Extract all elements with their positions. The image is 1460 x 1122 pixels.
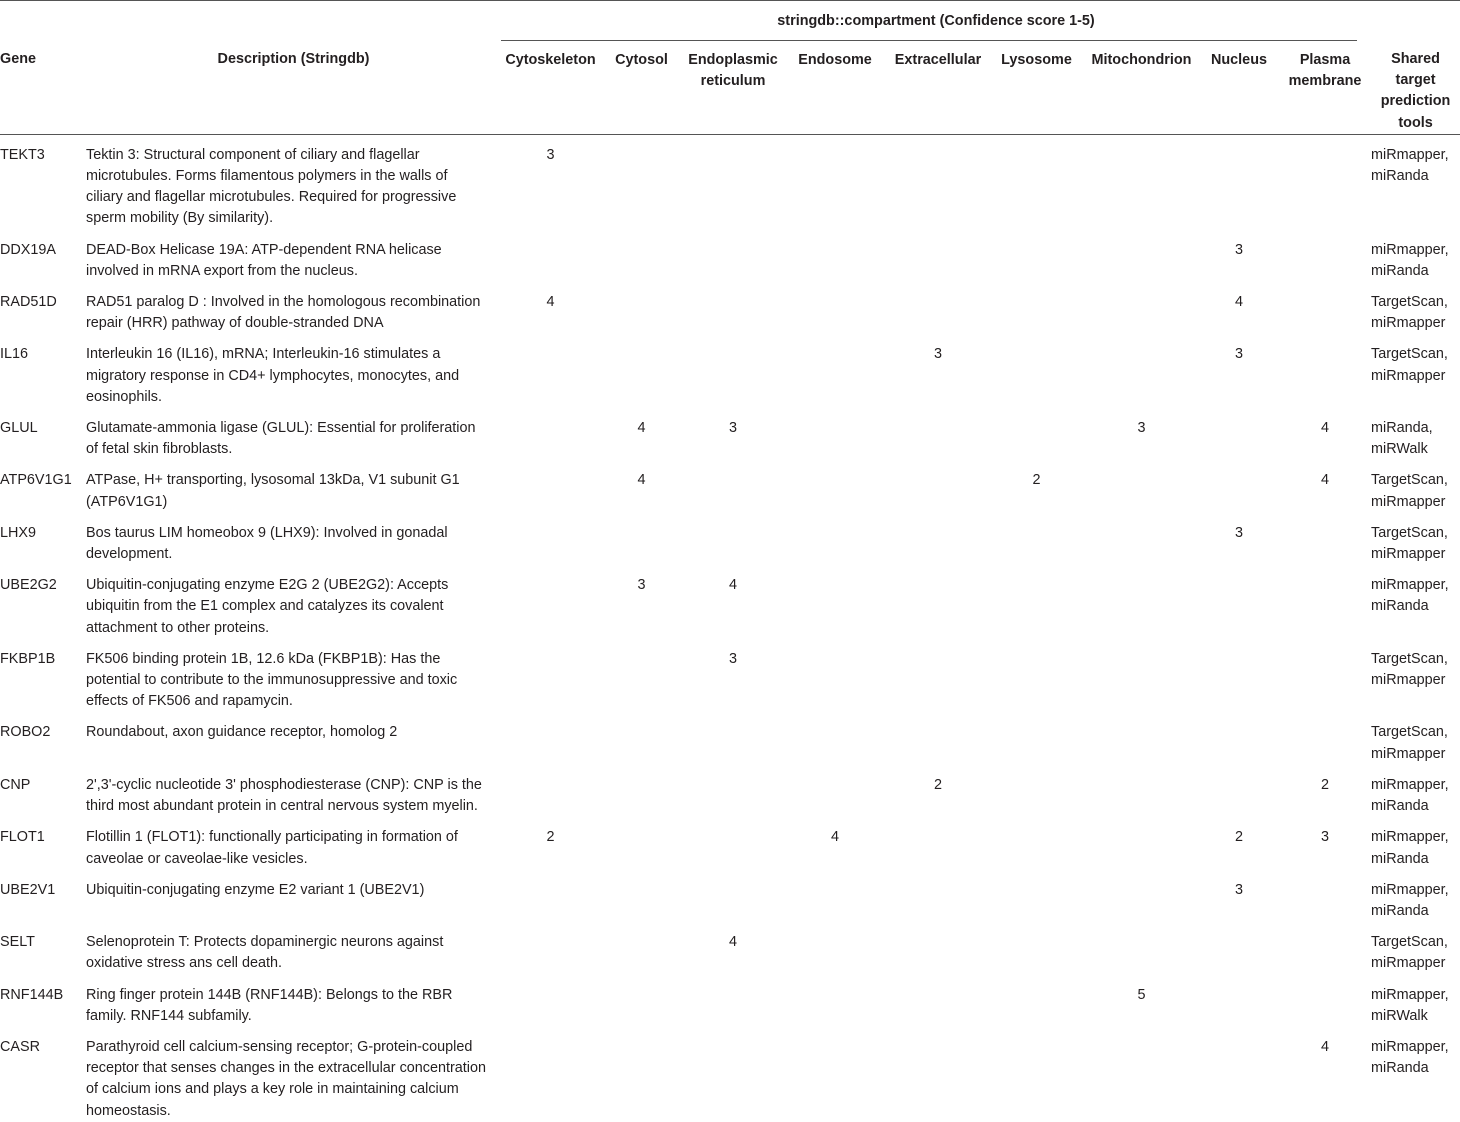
description-cell: Flotillin 1 (FLOT1): functionally participating in formation of caveolae or caveolae-like vesicles. [86,829,458,867]
score-cell [683,975,783,1027]
tools-header: Shared target prediction tools [1371,1,1460,135]
description-header: Description (Stringdb) [86,1,501,135]
gene-cell: FKBP1B [0,650,56,667]
score-cell [783,712,887,764]
score-cell [501,1027,600,1122]
table-row [0,513,1460,565]
tools-cell: miRmapper, miRanda [1371,829,1449,867]
score-cell [783,230,887,282]
tools-cell: TargetScan, miRmapper [1371,472,1448,510]
score-cell: 3 [728,650,737,667]
gene-cell: FLOT1 [0,829,45,846]
score-cell [989,1027,1084,1122]
gene-cell: GLUL [0,420,38,437]
score-cell [600,712,683,764]
score-cell [783,282,887,334]
tools-cell: TargetScan, miRmapper [1371,934,1448,972]
score-cell [600,1027,683,1122]
score-cell [1279,639,1371,713]
score-cell [683,1027,783,1122]
description-cell: Ubiquitin-conjugating enzyme E2G 2 (UBE2G2): Accepts ubiquitin from the E1 complex and catalyzes its covalent attachment to other proteins. [86,577,449,636]
score-cell [683,134,783,229]
score-cell: 3 [546,146,555,163]
score-cell [501,870,600,922]
score-cell: 5 [1137,986,1146,1003]
score-cell [783,565,887,639]
score-cell [600,513,683,565]
score-cell [1084,460,1199,512]
tools-cell: miRmapper, miRanda [1371,146,1449,185]
score-cell [1279,513,1371,565]
gene-cell: IL16 [0,346,29,363]
score-cell [989,870,1084,922]
description-cell: Ring finger protein 144B (RNF144B): Belongs to the RBR family. RNF144 subfamily. [86,986,453,1024]
score-cell [683,282,783,334]
score-cell [600,282,683,334]
score-cell: 4 [637,420,646,437]
score-cell [783,870,887,922]
score-cell [1084,922,1199,974]
score-cell [683,513,783,565]
score-cell [989,817,1084,869]
score-cell [501,513,600,565]
gene-cell: LHX9 [0,524,36,541]
score-cell: 2 [1234,829,1243,846]
table-row [0,922,1460,974]
table-row [0,282,1460,334]
score-cell [683,460,783,512]
score-cell [1199,975,1279,1027]
table-body [0,134,1460,1121]
description-cell: DEAD-Box Helicase 19A: ATP-dependent RNA helicase involved in mRNA export from the nucleus. [86,241,442,279]
tools-cell: miRmapper, miRanda [1371,776,1449,815]
score-cell [1199,408,1279,460]
score-cell [1199,134,1279,229]
score-cell: 4 [1234,294,1243,311]
score-cell [887,975,989,1027]
table-row [0,1027,1460,1122]
description-cell: Bos taurus LIM homeobox 9 (LHX9): Involved in gonadal development. [86,524,448,563]
gene-cell: UBE2G2 [0,577,57,594]
score-cell [887,230,989,282]
score-cell [989,334,1084,408]
score-cell: 2 [546,829,555,846]
gene-cell: CNP [0,776,31,793]
score-cell: 4 [1321,472,1330,489]
header-nucleus: Nucleus [1199,41,1279,134]
score-cell [1084,513,1199,565]
tools-cell: TargetScan, miRmapper [1371,724,1448,762]
description-cell: FK506 binding protein 1B, 12.6 kDa (FKBP1B): Has the potential to contribute to the immunosuppressive and toxic effects of FK506 and rapamycin. [86,650,458,710]
score-cell [600,765,683,817]
score-cell [887,513,989,565]
score-cell [501,334,600,408]
score-cell [1279,712,1371,764]
score-cell [683,334,783,408]
score-cell [887,565,989,639]
score-cell: 3 [1234,524,1243,541]
score-cell: 4 [546,294,555,311]
score-cell [1279,134,1371,229]
score-cell: 3 [1321,829,1330,846]
score-cell [1084,1027,1199,1122]
score-cell [1279,922,1371,974]
score-cell [989,639,1084,713]
score-cell [501,975,600,1027]
gene-cell: ATP6V1G1 [0,472,72,489]
score-cell [501,712,600,764]
score-cell: 3 [1137,420,1146,437]
table-row [0,408,1460,460]
table-row [0,460,1460,512]
score-cell [887,817,989,869]
score-cell [501,565,600,639]
description-cell: Glutamate-ammonia ligase (GLUL): Essential for proliferation of fetal skin fibroblasts. [86,420,476,458]
gene-cell: DDX19A [0,241,56,258]
table-row [0,817,1460,869]
score-cell [887,1027,989,1122]
gene-cell: UBE2V1 [0,881,56,898]
table-row [0,870,1460,922]
table-row [0,565,1460,639]
score-cell [783,975,887,1027]
score-cell [783,1027,887,1122]
score-cell [1084,870,1199,922]
score-cell [1279,975,1371,1027]
score-cell [989,513,1084,565]
score-cell [1199,639,1279,713]
score-cell [600,230,683,282]
table-row [0,712,1460,764]
score-cell [1084,565,1199,639]
table-row [0,230,1460,282]
header-endosome: Endosome [783,41,887,134]
tools-cell: miRanda, miRWalk [1371,420,1433,458]
score-cell [783,922,887,974]
description-cell: Parathyroid cell calcium-sensing receptor; G-protein-coupled receptor that senses changes in the extracellular concentration of calcium ions and plays a key role in maintaining calcium homeostasis. [86,1038,486,1119]
header-mitochondrion: Mitochondrion [1084,41,1199,134]
score-cell: 4 [1321,420,1330,437]
score-cell: 3 [1234,881,1243,898]
description-cell: RAD51 paralog D : Involved in the homologous recombination repair (HRR) pathway of double-stranded DNA [86,294,481,332]
header-cytosol: Cytosol [600,41,683,134]
score-cell [1279,230,1371,282]
score-cell [600,817,683,869]
score-cell [989,975,1084,1027]
header-plasma-membrane: Plasma membrane [1279,41,1371,134]
score-cell [600,870,683,922]
score-cell [1084,230,1199,282]
score-cell: 3 [1234,346,1243,363]
table-row [0,134,1460,229]
score-cell [783,408,887,460]
score-cell [1084,334,1199,408]
score-cell [783,513,887,565]
score-cell [683,870,783,922]
score-cell [989,922,1084,974]
gene-cell: RAD51D [0,294,57,311]
tools-cell: miRmapper, miRanda [1371,881,1449,919]
score-cell [989,134,1084,229]
header-endoplasmic-reticulum: Endoplasmic reticulum [683,41,783,134]
score-cell [1199,460,1279,512]
score-cell [989,712,1084,764]
score-cell [683,765,783,817]
tools-cell: TargetScan, miRmapper [1371,294,1448,332]
score-cell [989,230,1084,282]
score-cell [989,765,1084,817]
compartment-group-title: stringdb::compartment (Confidence score 1-5) [777,12,1095,29]
description-cell: Selenoprotein T: Protects dopaminergic neurons against oxidative stress ans cell death. [86,934,444,972]
tools-cell: TargetScan, miRmapper [1371,650,1448,689]
score-cell: 3 [637,577,646,594]
score-cell [501,922,600,974]
table-row [0,334,1460,408]
header-extracellular: Extracellular [887,41,989,134]
score-cell [600,334,683,408]
description-cell: Interleukin 16 (IL16), mRNA; Interleukin-16 stimulates a migratory response in CD4+ lymphocytes, monocytes, and eosinophils. [86,346,460,405]
tools-cell: miRmapper, miRanda [1371,577,1449,615]
score-cell [501,639,600,713]
score-cell [683,712,783,764]
score-cell: 2 [1321,776,1330,793]
score-cell [887,639,989,713]
score-cell [600,639,683,713]
score-cell: 2 [933,776,942,793]
score-cell [783,134,887,229]
description-cell: Tektin 3: Structural component of ciliary and flagellar microtubules. Forms filamentous polymers in the walls of ciliary and flagellar microtubules. Required for progressive sperm mobility (By similarity). [86,146,457,227]
score-cell [783,334,887,408]
gene-header: Gene [0,1,86,135]
score-cell [1279,334,1371,408]
tools-cell: miRmapper, miRanda [1371,241,1449,279]
compartment-group-header [501,1,1371,42]
score-cell [1084,639,1199,713]
score-cell [1199,565,1279,639]
score-cell: 4 [728,577,737,594]
gene-cell: RNF144B [0,986,64,1003]
score-cell [887,870,989,922]
score-cell [600,134,683,229]
score-cell: 4 [1321,1038,1330,1055]
tools-cell: miRmapper, miRWalk [1371,986,1449,1024]
tools-cell: TargetScan, miRmapper [1371,346,1448,384]
score-cell [1084,134,1199,229]
score-cell [783,460,887,512]
header-lysosome: Lysosome [989,41,1084,134]
gene-cell: TEKT3 [0,146,45,163]
gene-cell: SELT [0,934,35,951]
score-cell: 4 [728,934,737,951]
description-cell: Ubiquitin-conjugating enzyme E2 variant 1 (UBE2V1) [86,881,425,898]
score-cell [600,922,683,974]
description-cell: ATPase, H+ transporting, lysosomal 13kDa, V1 subunit G1 (ATP6V1G1) [86,472,460,510]
score-cell [1279,282,1371,334]
header-row-top [0,1,1460,42]
score-cell [1084,712,1199,764]
score-cell [1199,712,1279,764]
gene-cell: CASR [0,1038,40,1055]
score-cell [989,282,1084,334]
score-cell [1199,922,1279,974]
score-cell [1279,870,1371,922]
score-cell [783,765,887,817]
score-cell: 4 [830,829,839,846]
score-cell [501,230,600,282]
score-cell [683,230,783,282]
description-cell: 2',3'-cyclic nucleotide 3' phosphodiesterase (CNP): CNP is the third most abundant protein in central nervous system myelin. [86,776,482,815]
score-cell: 3 [933,346,942,363]
score-cell [989,408,1084,460]
table-row [0,639,1460,713]
gene-cell: ROBO2 [0,724,51,741]
score-cell [887,922,989,974]
description-cell: Roundabout, axon guidance receptor, homolog 2 [86,724,398,741]
score-cell [1199,765,1279,817]
tools-cell: TargetScan, miRmapper [1371,524,1448,563]
score-cell: 3 [728,420,737,437]
tools-cell: miRmapper, miRanda [1371,1038,1449,1077]
score-cell: 4 [637,472,646,489]
score-cell [887,282,989,334]
score-cell [1084,765,1199,817]
score-cell: 3 [1234,241,1243,258]
header-cytoskeleton: Cytoskeleton [501,41,600,134]
score-cell [501,765,600,817]
score-cell [887,408,989,460]
score-cell [1199,1027,1279,1122]
score-cell [1084,282,1199,334]
table-row [0,765,1460,817]
score-cell [1084,817,1199,869]
score-cell [887,460,989,512]
score-cell [887,712,989,764]
score-cell [501,460,600,512]
score-cell [501,408,600,460]
score-cell [989,565,1084,639]
score-cell: 2 [1032,472,1041,489]
score-cell [783,639,887,713]
score-cell [1279,565,1371,639]
table-row [0,975,1460,1027]
score-cell [600,975,683,1027]
score-cell [887,134,989,229]
score-cell [683,817,783,869]
